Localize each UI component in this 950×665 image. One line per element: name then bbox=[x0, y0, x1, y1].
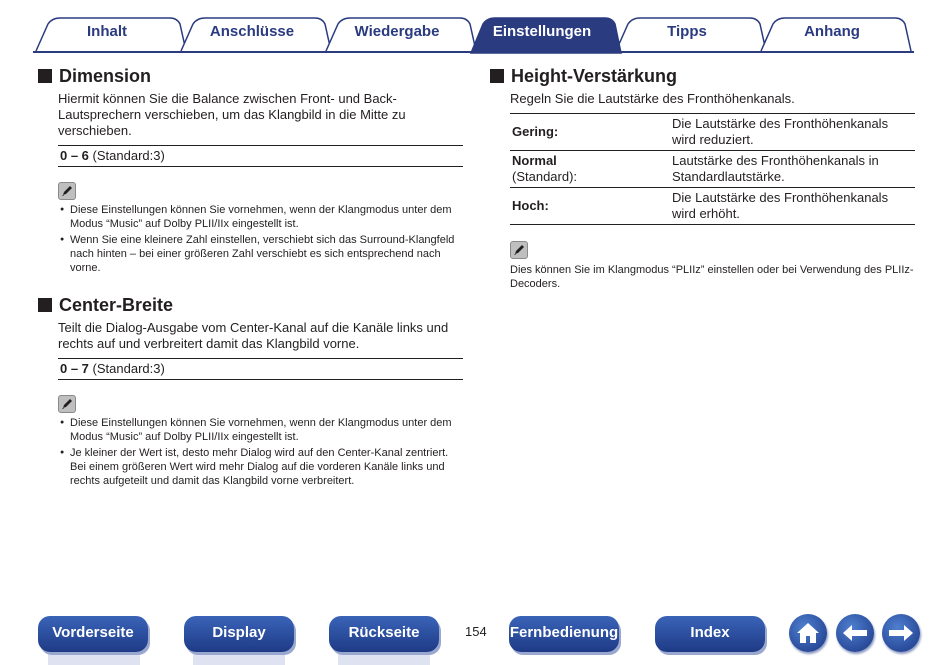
forward-arrow-icon bbox=[887, 623, 915, 643]
tab-einstellungen[interactable]: Einstellungen bbox=[492, 23, 592, 40]
nav-shadow bbox=[338, 652, 430, 665]
section-center-breite bbox=[38, 293, 463, 488]
list-item: ● Diese Einstellungen können Sie vornehmen, wenn der Klangmodus unter dem Modus “Music” auf Dolby PLII/IIx eingestellt ist. bbox=[60, 203, 463, 231]
height-heading bbox=[490, 64, 916, 88]
center-range bbox=[58, 358, 463, 380]
table-row bbox=[510, 151, 915, 188]
tab-anhang[interactable]: Anhang bbox=[804, 23, 860, 40]
nav-fernbedienung-button[interactable]: Fernbedienung bbox=[509, 616, 619, 652]
row-key-label: Normal bbox=[512, 153, 557, 168]
pencil-note-icon bbox=[58, 182, 76, 200]
list-item: ● Wenn Sie eine kleinere Zahl einstellen, verschiebt sich das Surround-Klangfeld nach hinten – bei einer größeren Zahl verschiebt es sich entsprechend nach vorne. bbox=[60, 233, 463, 275]
pencil-note-icon bbox=[510, 241, 528, 259]
row-key bbox=[510, 124, 672, 140]
height-note: Dies können Sie im Klangmodus “PLIIz” einstellen oder bei Verwendung des PLIIz-Decoders. bbox=[510, 264, 914, 290]
page-number: 154 bbox=[465, 624, 487, 639]
tab-anschluesse[interactable]: Anschlüsse bbox=[209, 23, 295, 40]
section-height-verstaerkung bbox=[490, 64, 916, 291]
nav-rueckseite-button[interactable]: Rückseite bbox=[329, 616, 439, 652]
row-key-label: Hoch: bbox=[512, 198, 549, 213]
height-description: Regeln Sie die Lautstärke des Fronthöhenkanals. bbox=[510, 91, 795, 106]
dimension-range bbox=[58, 145, 463, 167]
height-table bbox=[510, 113, 915, 225]
list-item: ● Diese Einstellungen können Sie vornehmen, wenn der Klangmodus unter dem Modus “Music” auf Dolby PLII/IIx eingestellt ist. bbox=[60, 416, 463, 444]
dimension-title: Dimension bbox=[59, 65, 152, 86]
square-bullet-icon bbox=[38, 69, 52, 83]
center-notes bbox=[60, 416, 463, 488]
height-title: Height-Verstärkung bbox=[511, 65, 678, 86]
dimension-range-value: 0 – 6 bbox=[60, 148, 89, 163]
nav-vorderseite-button[interactable]: Vorderseite bbox=[38, 616, 148, 652]
nav-display-button[interactable]: Display bbox=[184, 616, 294, 652]
dimension-notes bbox=[60, 203, 463, 275]
square-bullet-icon bbox=[38, 298, 52, 312]
center-heading bbox=[38, 293, 463, 317]
center-description: Teilt die Dialog-Ausgabe vom Center-Kanal auf die Kanäle links und rechts auf und verbreitert damit das Klangbild vorne. bbox=[58, 320, 449, 351]
row-key-sublabel: (Standard): bbox=[512, 169, 578, 184]
nav-shadow bbox=[48, 652, 140, 665]
square-bullet-icon bbox=[490, 69, 504, 83]
center-title: Center-Breite bbox=[59, 294, 174, 315]
center-range-default: (Standard:3) bbox=[92, 361, 165, 376]
center-range-value: 0 – 7 bbox=[60, 361, 89, 376]
row-key-label: Gering: bbox=[512, 124, 559, 139]
nav-index-button[interactable]: Index bbox=[655, 616, 765, 652]
dimension-heading bbox=[38, 64, 463, 88]
section-dimension bbox=[38, 64, 463, 275]
tab-tipps[interactable]: Tipps bbox=[667, 23, 707, 40]
list-item: ● Je kleiner der Wert ist, desto mehr Dialog wird auf den Center-Kanal zentriert. Bei einem größeren Wert wird mehr Dialog auf die vorderen Kanäle links und rechts aufgeteilt und damit das Klangbild vorne verbreitert. bbox=[60, 446, 463, 488]
tab-underline bbox=[33, 51, 914, 53]
pencil-note-icon bbox=[58, 395, 76, 413]
tab-bar bbox=[0, 0, 950, 56]
tab-inhalt[interactable]: Inhalt bbox=[87, 23, 127, 40]
back-arrow-icon bbox=[841, 623, 869, 643]
dimension-description: Hiermit können Sie die Balance zwischen Front- und Back-Lautsprechern verschieben, um das Klangbild in die Mitte zu verschieben. bbox=[58, 91, 406, 138]
row-value: Die Lautstärke des Fronthöhenkanals wird reduziert. bbox=[672, 116, 889, 147]
row-key bbox=[510, 153, 672, 185]
dimension-range-default: (Standard:3) bbox=[92, 148, 165, 163]
tab-wiedergabe[interactable]: Wiedergabe bbox=[354, 23, 440, 40]
right-column bbox=[490, 64, 916, 291]
home-icon bbox=[795, 621, 821, 645]
row-key bbox=[510, 198, 672, 214]
home-button[interactable] bbox=[789, 614, 827, 652]
table-row bbox=[510, 114, 915, 151]
table-row bbox=[510, 188, 915, 225]
forward-button[interactable] bbox=[882, 614, 920, 652]
nav-shadow bbox=[193, 652, 285, 665]
row-value: Lautstärke des Fronthöhenkanals in Standardlautstärke. bbox=[672, 153, 879, 184]
row-value: Die Lautstärke des Fronthöhenkanals wird erhöht. bbox=[672, 190, 889, 221]
left-column bbox=[38, 64, 463, 490]
back-button[interactable] bbox=[836, 614, 874, 652]
